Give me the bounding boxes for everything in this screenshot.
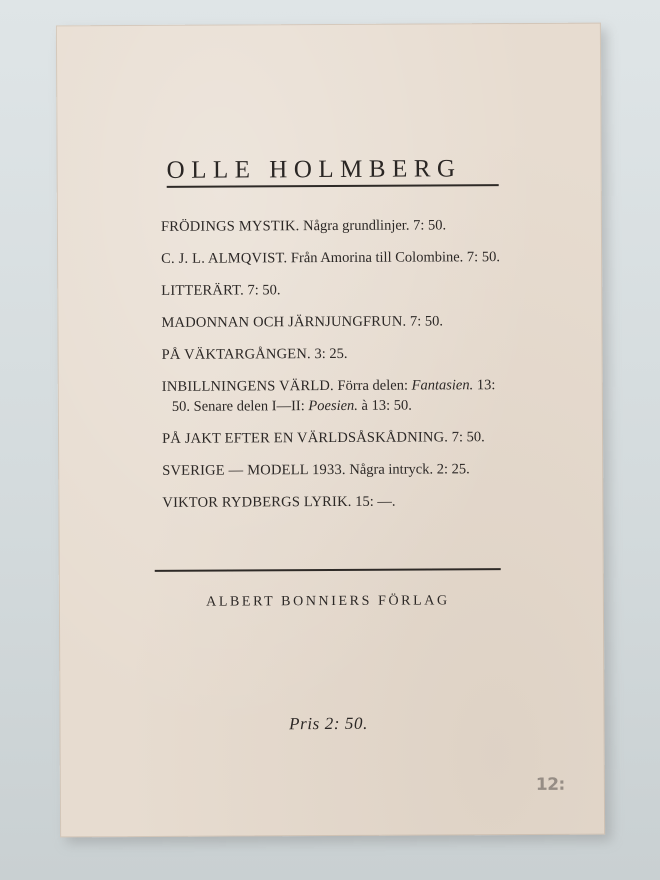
book-detail: à 13: 50. (357, 397, 412, 414)
book-title: PÅ VÄKTARGÅNGEN. (161, 346, 311, 363)
book-title: C. J. L. ALMQVIST. (161, 250, 288, 267)
book-entry (162, 343, 512, 365)
book-entry (162, 375, 512, 417)
book-detail: 7: 50. (448, 429, 485, 446)
author-rule (167, 184, 499, 188)
book-detail: 15: —. (351, 493, 396, 510)
book-title: PÅ JAKT EFTER EN VÄRLDSÅSKÅDNING. (162, 429, 449, 447)
book-detail: 7: 50. (243, 282, 281, 299)
book-title: LITTERÄRT. (161, 282, 244, 299)
book-detail: 7: 50. (406, 313, 444, 330)
book-detail: Från Amorina till Colombine. 7: 50. (287, 249, 500, 267)
book-detail: 13: 50. Senare delen I—II: (171, 377, 496, 415)
book-list (161, 215, 513, 525)
book-entry (161, 311, 511, 333)
book-subtitle: Poesien. (308, 397, 358, 415)
book-detail: Några intryck. 2: 25. (345, 461, 470, 478)
publisher-name: ALBERT BONNIERS FÖRLAG (206, 593, 450, 610)
book-detail: Några grundlinjer. 7: 50. (299, 217, 447, 235)
divider-rule (155, 568, 501, 572)
book-entry (161, 247, 511, 269)
book-detail: 3: 25. (310, 345, 348, 363)
book-detail: Förra delen: (333, 377, 412, 394)
book-title: FRÖDINGS MYSTIK. (160, 218, 300, 235)
pencil-mark: 12: (535, 774, 565, 795)
book-title: MADONNAN OCH JÄRNJUNGFRUN. (161, 313, 407, 331)
price-label: Pris 2: 50. (289, 713, 369, 734)
book-entry (162, 491, 512, 513)
book-entry (161, 215, 511, 237)
book-subtitle: Fantasien. (411, 377, 474, 394)
author-heading: OLLE HOLMBERG (166, 155, 462, 184)
back-cover (56, 23, 605, 838)
book-title: VIKTOR RYDBERGS LYRIK. (162, 493, 352, 511)
book-entry (162, 459, 512, 481)
book-title: INBILLNINGENS VÄRLD. (161, 377, 334, 395)
book-entry (162, 427, 512, 449)
book-title: SVERIGE — MODELL 1933. (162, 461, 346, 479)
book-entry (161, 279, 511, 301)
